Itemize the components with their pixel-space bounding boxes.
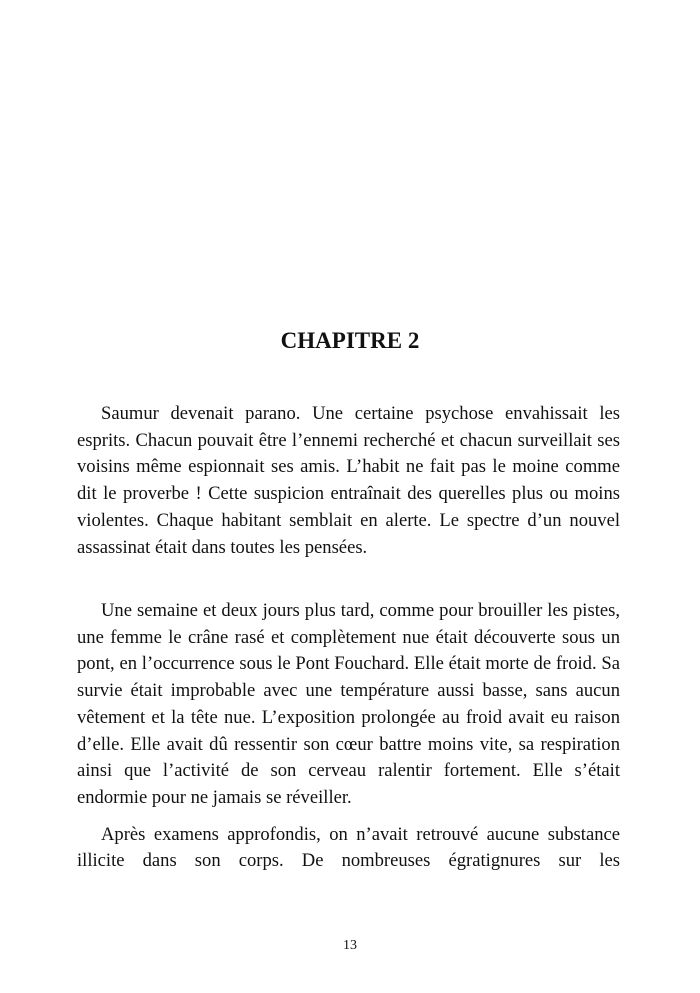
text-block-1	[77, 401, 620, 561]
paragraph: Après examens approfondis, on n’avait retrouvé aucune substance illicite dans son corps. De nombreuses égratignures sur les	[77, 823, 620, 872]
paragraph: Une semaine et deux jours plus tard, comme pour brouiller les pistes, une femme le crâne rasé et complètement nue était découverte sous un pont, en l’occurrence sous le Pont Fouchard. Elle était morte de froid. Sa survie était improbable avec une température aussi basse, sans aucun vêtement et la tête nue. L’exposition prolongée au froid avait eu raison d’elle. Elle avait dû ressentir son cœur battre moins vite, sa respiration ainsi que l’activité de son cerveau ralentir fortement. Elle s’était endormie pour ne jamais se réveiller.	[77, 600, 620, 808]
paragraph: Saumur devenait parano. Une certaine psychose envahissait les esprits. Chacun pouvait être l’ennemi recherché et chacun surveillait ses voisins même espionnait ses amis. L’habit ne fait pas le moine comme dit le proverbe ! Cette suspicion entraînait des querelles plus ou moins violentes. Chaque habitant semblait en alerte. Le spectre d’un nouvel assassinat était dans toutes les pensées.	[77, 403, 620, 558]
chapter-title: CHAPITRE 2	[280, 328, 420, 353]
text-block-2	[77, 598, 620, 875]
page-number: 13	[343, 938, 357, 953]
